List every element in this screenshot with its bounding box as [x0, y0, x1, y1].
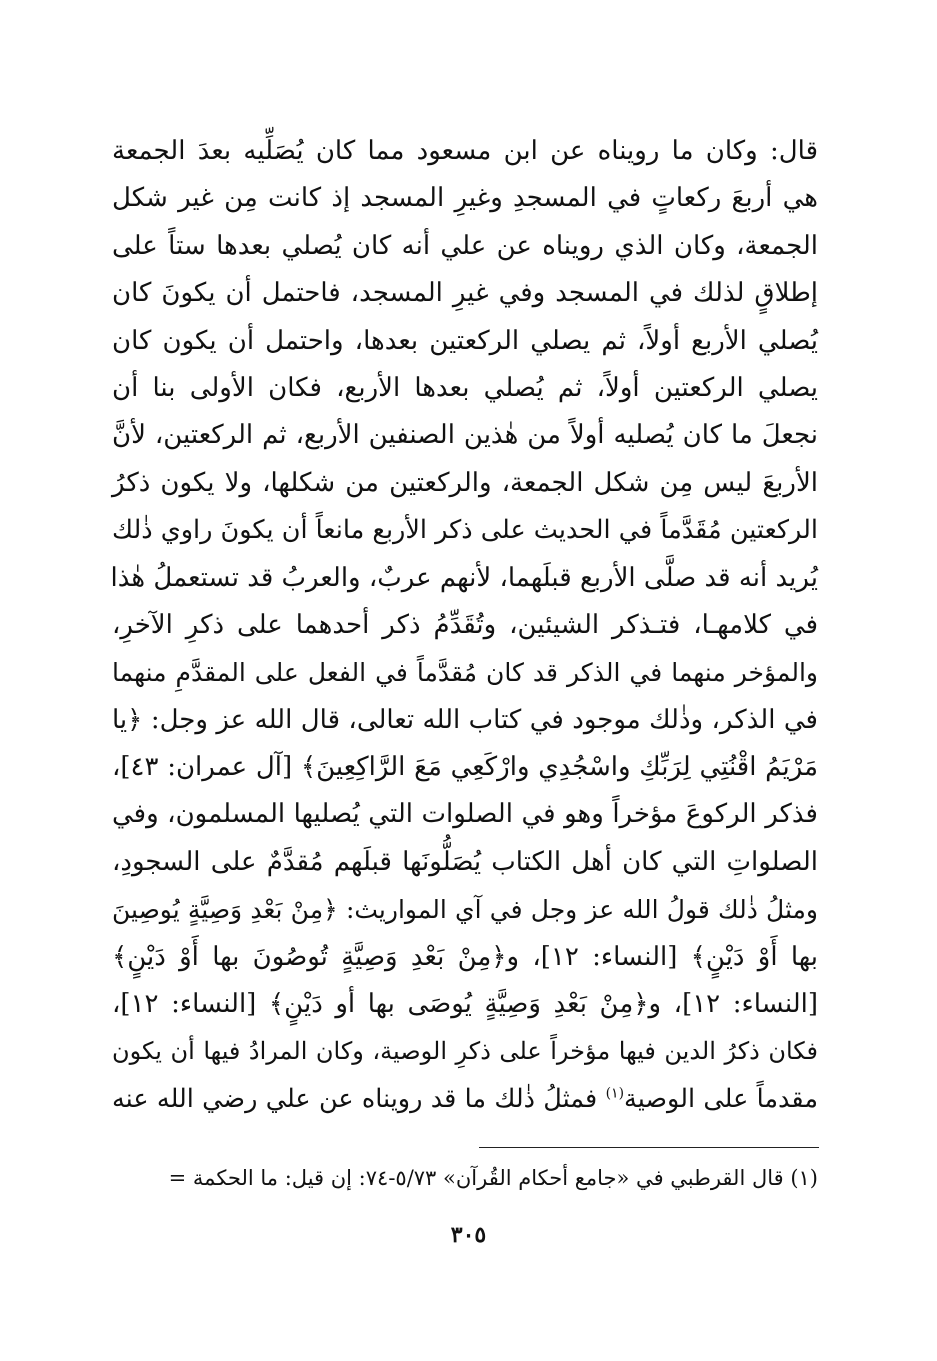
text-line: [النساء: ١٢]، و﴿مِنْ بَعْدِ وَصِيَّةٍ يُوصَى بها أو دَيْنٍ﴾ [النساء: ١٢]، — [112, 989, 818, 1020]
footnote-reference[interactable]: (١) — [605, 1085, 625, 1102]
footnote-separator — [479, 1147, 819, 1148]
footnote: (١) قال القرطبي في «جامع أحكام القُرآن» ٥/٧٣-٧٤: إن قيل: ما الحكمة = — [168, 1166, 818, 1190]
text-line: هي أربعَ ركعاتٍ في المسجدِ وغيرِ المسجد إذ كانت مِن غير شكل — [112, 183, 818, 214]
text-line: فذكر الركوعَ مؤخراً وهو في الصلوات التي يُصليها المسلمون، وفي — [112, 799, 818, 830]
text-line: نجعلَ ما كان يُصليه أولاً من هٰذين الصنفين الأربع، ثم الركعتين، لأنَّ — [112, 420, 818, 451]
text-line: والمؤخر منهما في الذكر قد كان مُقدَّماً في الفعل على المقدَّمِ منهما — [112, 658, 818, 688]
text-line: الركعتين مُقَدَّماً في الحديث على ذكر الأربع مانعاً أن يكونَ راوي ذٰلك — [112, 515, 818, 546]
text-line: في الذكر، وذٰلك موجود في كتاب الله تعالى، قال الله عز وجل: ﴿يا — [112, 704, 818, 735]
main-text-block — [112, 128, 818, 1123]
last-line-tail: فمثلُ ذٰلك ما قد رويناه عن علي رضي الله عنه — [112, 1083, 606, 1114]
text-line: بها أَوْ دَيْنٍ﴾ [النساء: ١٢]، و﴿مِنْ بَعْدِ وَصِيَّةٍ تُوصُونَ بها أَوْ دَيْنٍ﴾ — [112, 941, 818, 972]
text-line-last — [112, 1076, 818, 1123]
text-line: مَرْيَمُ اقْنُتِي لِرَبِّكِ واسْجُدِي وارْكَعِي مَعَ الرَّاكِعِينَ﴾ [آل عمران: ٤٣]، — [112, 752, 818, 783]
text-line: يصلي الركعتين أولاً، ثم يُصلي بعدها الأربع، فكان الأولى بنا أن — [112, 372, 818, 403]
page-number: ٣٠٥ — [450, 1222, 487, 1248]
text-line: الأربعَ ليس مِن شكل الجمعة، والركعتين من شكلها، ولا يكون ذكرُ — [112, 467, 818, 498]
text-line: قال: وكان ما رويناه عن ابن مسعود مما كان يُصَلِّيه بعدَ الجمعة — [112, 136, 818, 166]
text-line: في كلامهـا، فتـذكر الشيئين، وتُقَدِّمُ ذكر أحدهما على ذكرِ الآخرِ، — [112, 609, 818, 640]
text-line: الصلواتِ التي كان أهل الكتاب يُصَلُّونَها قبلَهم مُقدَّمٌ على السجودِ، — [112, 846, 818, 877]
text-line: يُصلي الأربع أولاً، ثم يصلي الركعتين بعدها، واحتمل أن يكون كان — [112, 325, 818, 356]
last-line-head: مقدماً على الوصية — [624, 1083, 818, 1114]
text-line: إطلاقٍ لذلك في المسجد وفي غيرِ المسجد، فاحتمل أن يكونَ كان — [112, 278, 818, 309]
text-line: ومثلُ ذٰلك قولُ الله عز وجل في آي المواريث: ﴿مِنْ بَعْدِ وَصِيَّةٍ يُوصِينَ — [112, 895, 818, 925]
text-line: يُريد أنه قد صلَّى الأربع قبلَهما، لأنهم عربٌ، والعربُ قد تستعملُ هٰذا — [110, 562, 818, 593]
text-line: فكان ذكرُ الدين فيها مؤخراً على ذكرِ الوصية، وكان المرادُ فيها أن يكون — [112, 1037, 818, 1066]
text-line: الجمعة، وكان الذي رويناه عن علي أنه كان يُصلي بعدها ستاً على — [112, 230, 818, 261]
